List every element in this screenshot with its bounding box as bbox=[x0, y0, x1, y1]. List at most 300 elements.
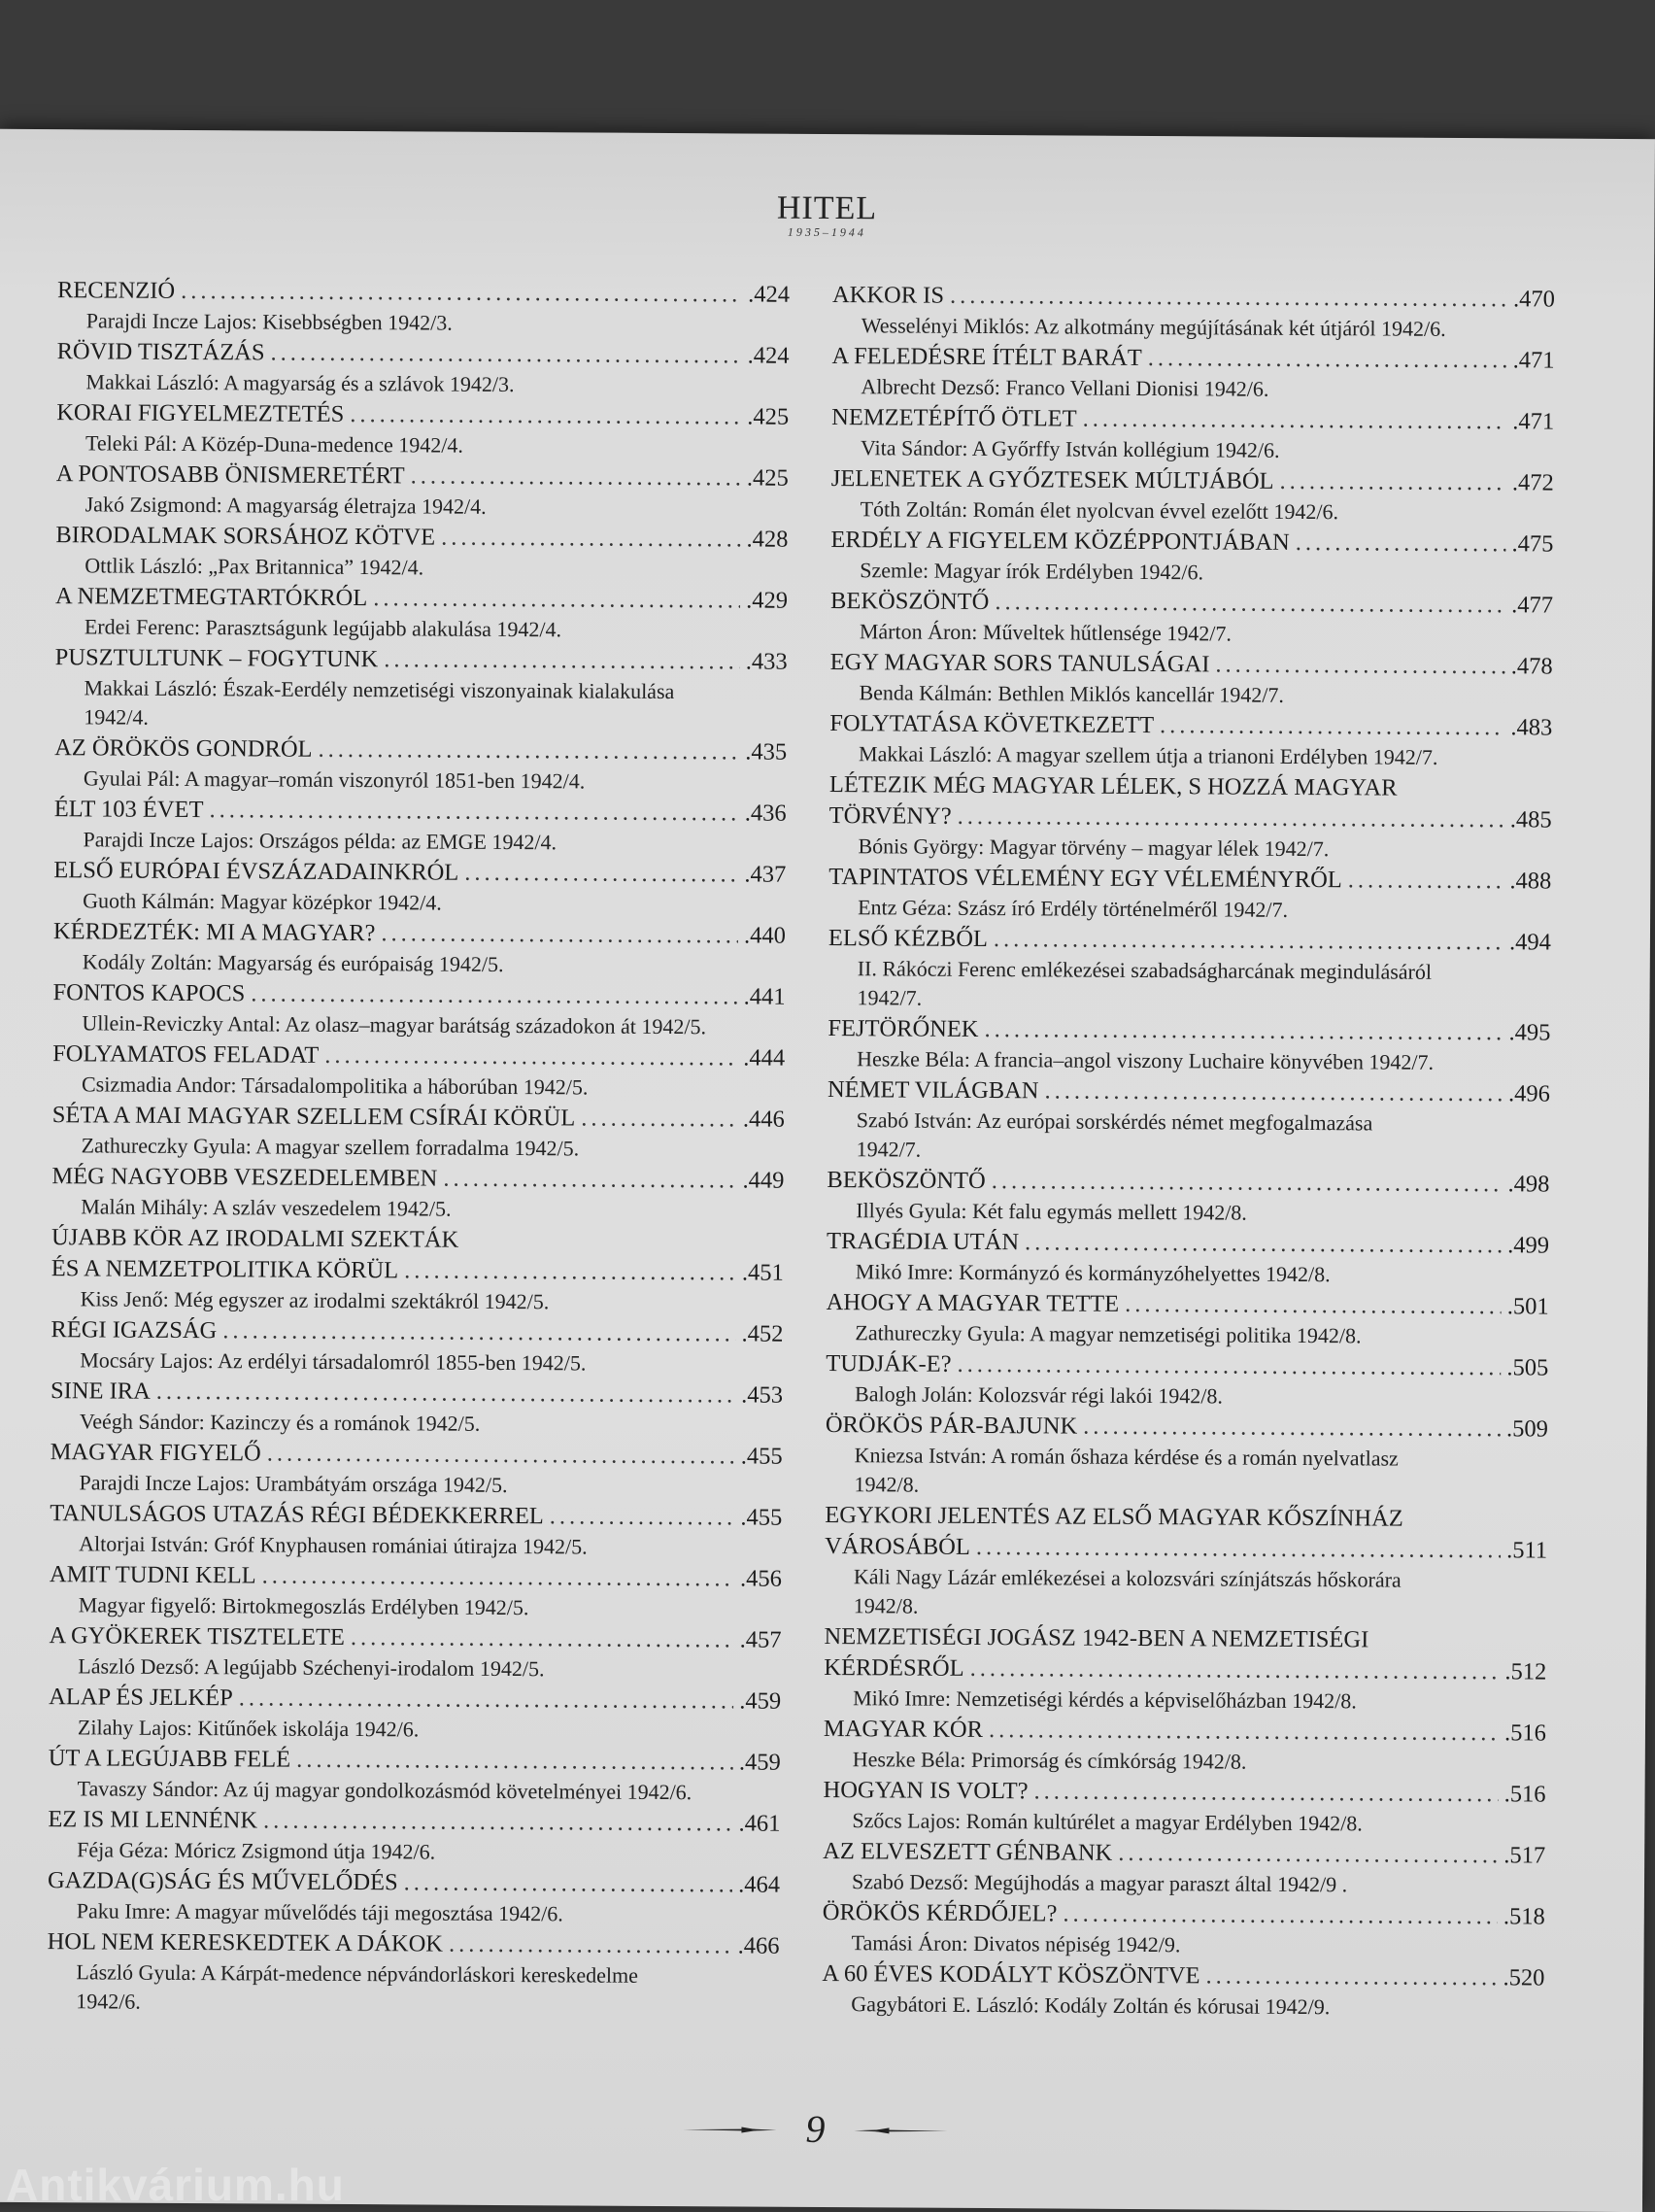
toc-entry bbox=[828, 862, 1551, 927]
dot-leader bbox=[251, 978, 738, 1012]
toc-entry bbox=[53, 794, 786, 859]
entry-author-work: Szemle: Magyar írók Erdélyben 1942/6. bbox=[830, 556, 1553, 590]
toc-entry bbox=[831, 341, 1554, 406]
entry-title: MAGYAR FIGYELŐ bbox=[51, 1437, 261, 1469]
entry-page: .436 bbox=[745, 798, 787, 829]
dot-leader bbox=[324, 1040, 737, 1074]
entry-page: .466 bbox=[738, 1930, 780, 1961]
entry-author-work: Makkai László: Észak-Eerdély nemzetiségi viszonyainak kialakulása bbox=[54, 673, 787, 707]
entry-page: .433 bbox=[746, 646, 788, 677]
toc-entry bbox=[826, 1348, 1548, 1413]
entry-heading bbox=[826, 1348, 1548, 1384]
entry-page: .428 bbox=[746, 524, 788, 555]
entry-heading bbox=[54, 732, 787, 768]
journal-years: 1935–1944 bbox=[0, 221, 1654, 245]
entry-heading bbox=[56, 459, 789, 494]
entry-author-work: Káli Nagy Lázár emlékezései a kolozsvári színjátszás hőskorára bbox=[825, 1562, 1547, 1596]
entry-author-work: Zathureczky Gyula: A magyar szellem forradalma 1942/5. bbox=[52, 1131, 785, 1165]
dot-leader bbox=[381, 918, 738, 951]
entry-page: .483 bbox=[1510, 712, 1552, 743]
toc-entry bbox=[827, 1165, 1549, 1230]
entry-title: HOGYAN IS VOLT? bbox=[823, 1775, 1028, 1807]
entry-author-work: Malán Mihály: A szláv veszedelem 1942/5. bbox=[51, 1192, 784, 1226]
toc-entry bbox=[50, 1559, 782, 1624]
entry-title: PUSZTULTUNK – FOGYTUNK bbox=[55, 642, 379, 675]
entry-author-work: Tóth Zoltán: Román élet nyolcvan évvel ezelőtt 1942/6. bbox=[831, 494, 1554, 528]
entry-heading bbox=[828, 862, 1551, 898]
dot-leader bbox=[1279, 466, 1506, 498]
entry-page: .520 bbox=[1503, 1962, 1544, 1993]
entry-page: .459 bbox=[739, 1747, 781, 1778]
entry-title: MAGYAR KÓR bbox=[824, 1714, 983, 1746]
toc-entry bbox=[52, 977, 785, 1042]
toc-entry bbox=[52, 1038, 785, 1104]
entry-heading bbox=[57, 275, 790, 311]
entry-author-work: Guoth Kálmán: Magyar középkor 1942/4. bbox=[53, 886, 786, 920]
entry-page: .516 bbox=[1504, 1779, 1546, 1810]
dot-leader bbox=[1148, 343, 1507, 376]
dot-leader bbox=[411, 460, 741, 493]
entry-title: FEJTÖRŐNEK bbox=[828, 1013, 978, 1045]
entry-page: .511 bbox=[1506, 1535, 1547, 1566]
entry-title: BEKÖSZÖNTŐ bbox=[827, 1165, 986, 1197]
entry-title: BEKÖSZÖNTŐ bbox=[830, 586, 990, 618]
entry-title: GAZDA(G)SÁG ÉS MŰVELŐDÉS bbox=[48, 1865, 398, 1898]
page-footer bbox=[0, 2101, 1643, 2157]
toc-entry bbox=[50, 1498, 782, 1563]
dot-leader bbox=[995, 587, 1505, 621]
dot-leader bbox=[404, 1867, 733, 1900]
dot-leader bbox=[1205, 1960, 1497, 1993]
entry-heading bbox=[56, 397, 789, 433]
toc-entry bbox=[828, 923, 1551, 1017]
entry-page: .449 bbox=[742, 1165, 784, 1196]
toc-entry bbox=[829, 647, 1552, 712]
entry-title: AHOGY A MAGYAR TETTE bbox=[827, 1287, 1120, 1320]
entry-title: FOLYTATÁSA KÖVETKEZETT bbox=[829, 708, 1154, 741]
toc-entry bbox=[824, 1714, 1546, 1779]
entry-page: .455 bbox=[741, 1441, 783, 1472]
dot-leader bbox=[1348, 865, 1504, 897]
entry-heading bbox=[823, 1836, 1545, 1872]
dot-leader bbox=[181, 276, 742, 311]
dot-leader bbox=[222, 1315, 735, 1349]
toc-entry bbox=[48, 1804, 780, 1869]
entry-title: A NEMZETMEGTARTÓKRÓL bbox=[55, 581, 367, 614]
entry-page: .446 bbox=[743, 1104, 785, 1135]
dot-leader bbox=[351, 1622, 734, 1655]
entry-page: .516 bbox=[1504, 1718, 1546, 1749]
toc-entry bbox=[822, 1958, 1544, 2024]
entry-author-work: Erdei Ferenc: Parasztságunk legújabb alakulása 1942/4. bbox=[55, 612, 788, 646]
entry-heading bbox=[827, 1226, 1549, 1262]
toc-entry bbox=[832, 280, 1555, 345]
entry-title: HOL NEM KERESKEDTEK A DÁKOK bbox=[48, 1926, 444, 1959]
entry-page: .435 bbox=[745, 736, 787, 767]
dot-leader bbox=[262, 1560, 735, 1594]
entry-page: .518 bbox=[1503, 1901, 1545, 1932]
arrow-left-ornament-icon bbox=[854, 2127, 947, 2133]
entry-title: ÉS A NEMZETPOLITIKA KÖRÜL bbox=[51, 1253, 398, 1286]
dot-leader bbox=[976, 1532, 1501, 1566]
entry-page: .470 bbox=[1513, 284, 1555, 315]
entry-page: .501 bbox=[1507, 1291, 1549, 1322]
entry-author-work: Tamási Áron: Divatos népiség 1942/9. bbox=[823, 1928, 1545, 1962]
entry-heading bbox=[51, 1376, 783, 1412]
dot-leader bbox=[1044, 1075, 1503, 1109]
entry-heading bbox=[52, 1100, 785, 1136]
entry-title: RÉGI IGAZSÁG bbox=[51, 1314, 217, 1346]
toc-entry bbox=[56, 336, 789, 401]
dot-leader bbox=[957, 1349, 1501, 1383]
entry-author-work: 1942/4. bbox=[54, 702, 787, 736]
entry-author-work: Bónis György: Magyar törvény – magyar lélek 1942/7. bbox=[828, 832, 1551, 866]
entry-author-work: Féja Géza: Móricz Zsigmond útja 1942/6. bbox=[48, 1835, 780, 1869]
entry-title: BIRODALMAK SORSÁHOZ KÖTVE bbox=[55, 520, 435, 553]
dot-leader bbox=[1063, 1899, 1498, 1933]
dot-leader bbox=[263, 1805, 733, 1839]
dot-leader bbox=[270, 338, 741, 372]
entry-title: TÖRVÉNY? bbox=[829, 800, 952, 833]
entry-page: .424 bbox=[748, 341, 790, 372]
entry-author-work: Szabó Dezső: Megújhodás a magyar paraszt által 1942/9 . bbox=[823, 1867, 1545, 1901]
entry-title: AZ ELVESZETT GÉNBANK bbox=[823, 1836, 1112, 1869]
dot-leader bbox=[989, 1715, 1499, 1749]
entry-author-work: Parajdi Incze Lajos: Országos példa: az EMGE 1942/4. bbox=[53, 825, 786, 859]
entry-title: ÖRÖKÖS KÉRDŐJEL? bbox=[823, 1897, 1058, 1929]
toc-entry bbox=[49, 1682, 781, 1747]
toc-entry bbox=[823, 1775, 1545, 1840]
entry-author-work: 1942/6. bbox=[47, 1987, 779, 2021]
entry-heading bbox=[57, 336, 790, 372]
entry-heading bbox=[824, 1714, 1546, 1750]
entry-title: SINE IRA bbox=[51, 1376, 151, 1408]
entry-author-work: Tavaszy Sándor: Az új magyar gondolkozásmód követelményei 1942/6. bbox=[48, 1774, 780, 1808]
entry-author-work: Heszke Béla: A francia–angol viszony Luchaire könyvében 1942/7. bbox=[828, 1044, 1550, 1078]
entry-title: KÉRDÉSRŐL bbox=[824, 1652, 963, 1685]
dot-leader bbox=[449, 1929, 732, 1962]
dot-leader bbox=[1033, 1776, 1498, 1810]
entry-title: RECENZIÓ bbox=[57, 275, 175, 307]
toc-entry bbox=[48, 1865, 780, 1930]
entry-page: .453 bbox=[741, 1379, 783, 1411]
entry-heading bbox=[51, 1437, 783, 1473]
entry-title: ÖRÖKÖS PÁR-BAJUNK bbox=[826, 1410, 1078, 1443]
entry-heading bbox=[51, 1314, 783, 1350]
entry-heading bbox=[54, 794, 787, 830]
dot-leader bbox=[958, 801, 1504, 835]
page-number: 9 bbox=[805, 2106, 825, 2152]
entry-heading bbox=[55, 642, 788, 678]
entry-page: .475 bbox=[1511, 528, 1553, 560]
entry-title: TANULSÁGOS UTAZÁS RÉGI BÉDEKKERREL bbox=[50, 1498, 544, 1532]
watermark: Antikvárium.hu bbox=[6, 2159, 345, 2211]
entry-page: .452 bbox=[741, 1318, 783, 1349]
entry-title: TAPINTATOS VÉLEMÉNY EGY VÉLEMÉNYRŐL bbox=[828, 862, 1342, 896]
entry-author-work: Altorjai István: Gróf Knyphausen romániai útirajza 1942/5. bbox=[50, 1529, 782, 1563]
dot-leader bbox=[550, 1501, 735, 1533]
entry-heading bbox=[49, 1743, 781, 1779]
entry-page: .451 bbox=[742, 1257, 784, 1288]
entry-author-work: Entz Géza: Szász író Erdély történelméről 1942/7. bbox=[828, 893, 1551, 927]
dot-leader bbox=[970, 1653, 1500, 1687]
entry-title-line: LÉTEZIK MÉG MAGYAR LÉLEK, S HOZZÁ MAGYAR bbox=[829, 769, 1552, 805]
toc-entry bbox=[826, 1287, 1548, 1352]
entry-author-work: Szőcs Lajos: Román kultúrélet a magyar Erdélyben 1942/8. bbox=[823, 1806, 1545, 1840]
toc-entry bbox=[831, 402, 1554, 467]
entry-heading bbox=[823, 1775, 1545, 1811]
entry-author-work: Mikó Imre: Kormányzó és kormányzóhelyettes 1942/8. bbox=[827, 1257, 1549, 1291]
toc-entry bbox=[830, 525, 1553, 590]
toc-entry bbox=[828, 769, 1552, 866]
entry-heading bbox=[48, 1926, 780, 1962]
entry-heading bbox=[50, 1498, 782, 1534]
toc-entry bbox=[56, 459, 789, 524]
entry-author-work: Wesselényi Miklós: Az alkotmány megújításának két útjáról 1942/6. bbox=[832, 311, 1555, 345]
journal-title: HITEL bbox=[0, 186, 1655, 232]
toc-entry bbox=[51, 1376, 783, 1441]
toc-entry bbox=[48, 1743, 780, 1808]
entry-page: .478 bbox=[1511, 651, 1553, 682]
entry-author-work: Paku Imre: A magyar művelődés táji megosztása 1942/6. bbox=[48, 1896, 780, 1930]
entry-page: .505 bbox=[1506, 1352, 1548, 1383]
entry-heading bbox=[830, 647, 1553, 683]
entry-author-work: Kiss Jenő: Még egyszer az irodalmi szektákról 1942/5. bbox=[51, 1284, 784, 1318]
dot-leader bbox=[1025, 1227, 1502, 1261]
entry-page: .455 bbox=[740, 1502, 782, 1533]
entry-title: ALAP ÉS JELKÉP bbox=[49, 1682, 233, 1714]
entry-heading bbox=[829, 800, 1552, 836]
entry-page: .477 bbox=[1511, 590, 1553, 621]
entry-title: RÖVID TISZTÁZÁS bbox=[57, 336, 265, 368]
entry-page: .485 bbox=[1510, 804, 1552, 835]
dot-leader bbox=[209, 795, 739, 829]
entry-author-work: Teleki Pál: A Közép-Duna-medence 1942/4. bbox=[56, 428, 789, 462]
entry-heading bbox=[52, 977, 785, 1013]
dot-leader bbox=[156, 1377, 736, 1412]
entry-page: .437 bbox=[744, 859, 786, 890]
entry-heading bbox=[832, 341, 1555, 377]
entry-title: MÉG NAGYOBB VESZEDELEMBEN bbox=[51, 1161, 437, 1194]
entry-title: AMIT TUDNI KELL bbox=[50, 1559, 256, 1591]
dot-leader bbox=[404, 1255, 736, 1288]
dot-leader bbox=[950, 281, 1507, 316]
toc-entry bbox=[56, 397, 789, 462]
toc-entry bbox=[53, 916, 786, 981]
toc-right-column bbox=[822, 280, 1555, 2025]
arrow-right-ornament-icon bbox=[683, 2126, 776, 2132]
entry-heading bbox=[831, 402, 1554, 438]
dot-leader bbox=[464, 858, 738, 891]
entry-title: A PONTOSABB ÖNISMERETÉRT bbox=[56, 459, 405, 492]
toc-entry bbox=[831, 463, 1554, 528]
dot-leader bbox=[350, 399, 741, 432]
entry-author-work: Balogh Jolán: Kolozsvár régi lakói 1942/8. bbox=[826, 1379, 1548, 1413]
entry-title: ÚT A LEGÚJABB FELÉ bbox=[49, 1743, 291, 1776]
toc-entry bbox=[823, 1836, 1545, 1901]
entry-page: .440 bbox=[744, 920, 786, 951]
entry-heading bbox=[828, 1013, 1550, 1049]
entry-title: NEMZETÉPÍTŐ ÖTLET bbox=[831, 402, 1077, 435]
toc-entry bbox=[828, 1013, 1550, 1078]
entry-title-line: NEMZETISÉGI JOGÁSZ 1942-BEN A NEMZETISÉGI bbox=[824, 1621, 1546, 1657]
entry-page: .429 bbox=[746, 585, 788, 616]
entry-author-work: Albrecht Dezső: Franco Vellani Dionisi 1942/6. bbox=[831, 372, 1554, 406]
entry-title: ÉLT 103 ÉVET bbox=[54, 794, 204, 826]
entry-heading bbox=[830, 525, 1553, 561]
toc-entry bbox=[825, 1500, 1548, 1625]
entry-author-work: Mocsáry Lajos: Az erdélyi társadalomról 1855-ben 1942/5. bbox=[51, 1345, 783, 1379]
entry-heading bbox=[828, 1074, 1550, 1110]
entry-author-work: Kniezsa István: A román őshaza kérdése és a román nyelvatlasz bbox=[826, 1441, 1548, 1475]
entry-heading bbox=[51, 1161, 784, 1197]
entry-author-work: Heszke Béla: Primorság és címkórság 1942/8. bbox=[824, 1745, 1546, 1779]
dot-leader bbox=[1215, 649, 1505, 682]
entry-author-work: Magyar figyelő: Birtokmegoszlás Erdélyben 1942/5. bbox=[50, 1590, 782, 1624]
entry-heading bbox=[825, 1531, 1547, 1567]
dot-leader bbox=[1125, 1289, 1502, 1322]
entry-heading bbox=[832, 280, 1555, 316]
toc-entry bbox=[51, 1222, 785, 1318]
dot-leader bbox=[1160, 710, 1505, 743]
entry-heading bbox=[48, 1865, 780, 1901]
entry-page: .456 bbox=[740, 1563, 782, 1594]
entry-title: EZ IS MI LENNÉNK bbox=[48, 1804, 257, 1836]
entry-author-work: Zilahy Lajos: Kitűnőek iskolája 1942/6. bbox=[49, 1713, 781, 1747]
toc-entry bbox=[49, 1620, 781, 1685]
entry-page: .509 bbox=[1506, 1413, 1548, 1445]
entry-author-work: Márton Áron: Műveltek hűtlensége 1942/7. bbox=[830, 617, 1553, 651]
entry-author-work: Parajdi Incze Lajos: Kisebbségben 1942/3. bbox=[57, 306, 790, 340]
dot-leader bbox=[441, 523, 741, 556]
entry-author-work: 1942/8. bbox=[825, 1470, 1547, 1504]
dot-leader bbox=[1083, 1412, 1501, 1446]
entry-page: .499 bbox=[1507, 1230, 1549, 1261]
entry-author-work: Ullein-Reviczky Antal: Az olasz–magyar barátság századokon át 1942/5. bbox=[52, 1008, 785, 1042]
entry-title: ELSŐ EURÓPAI ÉVSZÁZADAINKRÓL bbox=[53, 855, 458, 889]
entry-author-work: 1942/7. bbox=[828, 983, 1550, 1017]
entry-heading bbox=[48, 1804, 780, 1840]
entry-heading bbox=[51, 1253, 784, 1289]
entry-author-work: Ottlik László: „Pax Britannica” 1942/4. bbox=[55, 551, 788, 585]
entry-title: EGY MAGYAR SORS TANULSÁGAI bbox=[830, 647, 1210, 680]
entry-author-work: Kodály Zoltán: Magyarság és európaiság 1942/5. bbox=[53, 947, 786, 981]
entry-page: .461 bbox=[738, 1808, 780, 1839]
entry-author-work: Makkai László: A magyarság és a szlávok 1942/3. bbox=[56, 367, 789, 401]
entry-heading bbox=[831, 463, 1554, 499]
toc-entry bbox=[53, 855, 786, 920]
entry-page: .472 bbox=[1512, 467, 1554, 498]
dot-leader bbox=[992, 1166, 1503, 1200]
entry-page: .425 bbox=[747, 402, 789, 433]
entry-author-work: Gagybátori E. László: Kodály Zoltán és kórusai 1942/9. bbox=[822, 1990, 1544, 2024]
entry-title: TRAGÉDIA UTÁN bbox=[827, 1226, 1019, 1258]
entry-title: SÉTA A MAI MAGYAR SZELLEM CSÍRÁI KÖRÜL bbox=[52, 1100, 576, 1134]
entry-author-work: Szabó István: Az európai sorskérdés német megfogalmazása bbox=[828, 1106, 1550, 1140]
entry-heading bbox=[827, 1165, 1549, 1201]
entry-author-work: Gyulai Pál: A magyar–román viszonyról 1851-ben 1942/4. bbox=[54, 764, 787, 798]
entry-title: JELENETEK A GYŐZTESEK MÚLTJÁBÓL bbox=[831, 463, 1274, 497]
entry-page: .464 bbox=[738, 1869, 780, 1900]
entry-author-work: Jakó Zsigmond: A magyarság életrajza 1942/4. bbox=[56, 490, 789, 524]
entry-page: .495 bbox=[1508, 1017, 1550, 1048]
book-page bbox=[0, 129, 1655, 2212]
entry-title: NÉMET VILÁGBAN bbox=[828, 1074, 1039, 1106]
entry-heading bbox=[823, 1897, 1545, 1933]
entry-title: TUDJÁK-E? bbox=[826, 1348, 951, 1380]
entry-heading bbox=[53, 855, 786, 891]
entry-author-work: László Gyula: A Kárpát-medence népvándorláskori kereskedelme bbox=[47, 1957, 779, 1991]
entry-heading bbox=[49, 1682, 781, 1718]
entry-heading bbox=[52, 1038, 785, 1074]
dot-leader bbox=[994, 924, 1503, 958]
entry-heading bbox=[827, 1287, 1549, 1323]
entry-author-work: Benda Kálmán: Bethlen Miklós kancellár 1942/7. bbox=[829, 678, 1552, 712]
entry-heading bbox=[53, 916, 786, 952]
entry-author-work: Zathureczky Gyula: A magyar nemzetiségi politika 1942/8. bbox=[826, 1318, 1548, 1352]
entry-title: KORAI FIGYELMEZTETÉS bbox=[56, 397, 344, 430]
entry-author-work: 1942/8. bbox=[825, 1591, 1547, 1625]
toc-entry bbox=[51, 1161, 784, 1226]
entry-page: .459 bbox=[739, 1685, 781, 1717]
entry-author-work: Illyés Gyula: Két falu egymás mellett 1942/8. bbox=[827, 1196, 1549, 1230]
entry-heading bbox=[55, 581, 788, 617]
toc-entry bbox=[54, 642, 788, 736]
entry-page: .498 bbox=[1507, 1169, 1549, 1200]
entry-author-work: Veégh Sándor: Kazinczy és a románok 1942/5. bbox=[51, 1407, 783, 1441]
entry-title: ELSŐ KÉZBŐL bbox=[828, 923, 988, 955]
toc-entry bbox=[823, 1897, 1545, 1962]
dot-leader bbox=[239, 1683, 734, 1717]
dot-leader bbox=[1083, 404, 1507, 438]
entry-author-work: Vita Sándor: A Győrffy István kollégium 1942/6. bbox=[831, 433, 1554, 467]
entry-title: AZ ÖRÖKÖS GONDRÓL bbox=[54, 732, 313, 766]
entry-title: FONTOS KAPOCS bbox=[52, 977, 245, 1009]
toc-left-column bbox=[47, 275, 790, 2022]
entry-title: A 60 ÉVES KODÁLYT KÖSZÖNTVE bbox=[822, 1958, 1199, 1991]
entry-heading bbox=[50, 1559, 782, 1595]
entry-heading bbox=[828, 923, 1551, 959]
dot-leader bbox=[1118, 1838, 1498, 1871]
entry-title: FOLYAMATOS FELADAT bbox=[52, 1038, 319, 1072]
dot-leader bbox=[318, 734, 739, 768]
entry-page: .517 bbox=[1503, 1840, 1545, 1871]
entry-title-line: EGYKORI JELENTÉS AZ ELSŐ MAGYAR KŐSZÍNHÁZ bbox=[825, 1500, 1547, 1536]
toc-entry bbox=[829, 708, 1552, 773]
running-header bbox=[0, 186, 1655, 245]
dot-leader bbox=[1296, 527, 1506, 560]
dot-leader bbox=[581, 1103, 737, 1135]
dot-leader bbox=[373, 583, 740, 616]
entry-page: .457 bbox=[740, 1624, 782, 1655]
entry-heading bbox=[826, 1410, 1548, 1446]
entry-author-work: Csizmadia Andor: Társadalompolitika a háborúban 1942/5. bbox=[52, 1070, 785, 1104]
entry-heading bbox=[55, 520, 788, 556]
entry-heading bbox=[824, 1652, 1546, 1688]
entry-page: .425 bbox=[747, 462, 789, 493]
toc-entry bbox=[57, 275, 790, 340]
dot-leader bbox=[984, 1014, 1503, 1048]
entry-page: .424 bbox=[748, 280, 790, 311]
entry-title: KÉRDEZTÉK: MI A MAGYAR? bbox=[53, 916, 376, 949]
toc-entry bbox=[51, 1314, 783, 1379]
entry-author-work: II. Rákóczi Ferenc emlékezései szabadságharcának megindulásáról bbox=[828, 954, 1551, 988]
toc-entry bbox=[50, 1437, 782, 1502]
entry-title: VÁROSÁBÓL bbox=[825, 1531, 970, 1563]
entry-page: .441 bbox=[744, 981, 786, 1012]
toc-entry bbox=[827, 1226, 1549, 1291]
toc-entry bbox=[54, 732, 787, 798]
